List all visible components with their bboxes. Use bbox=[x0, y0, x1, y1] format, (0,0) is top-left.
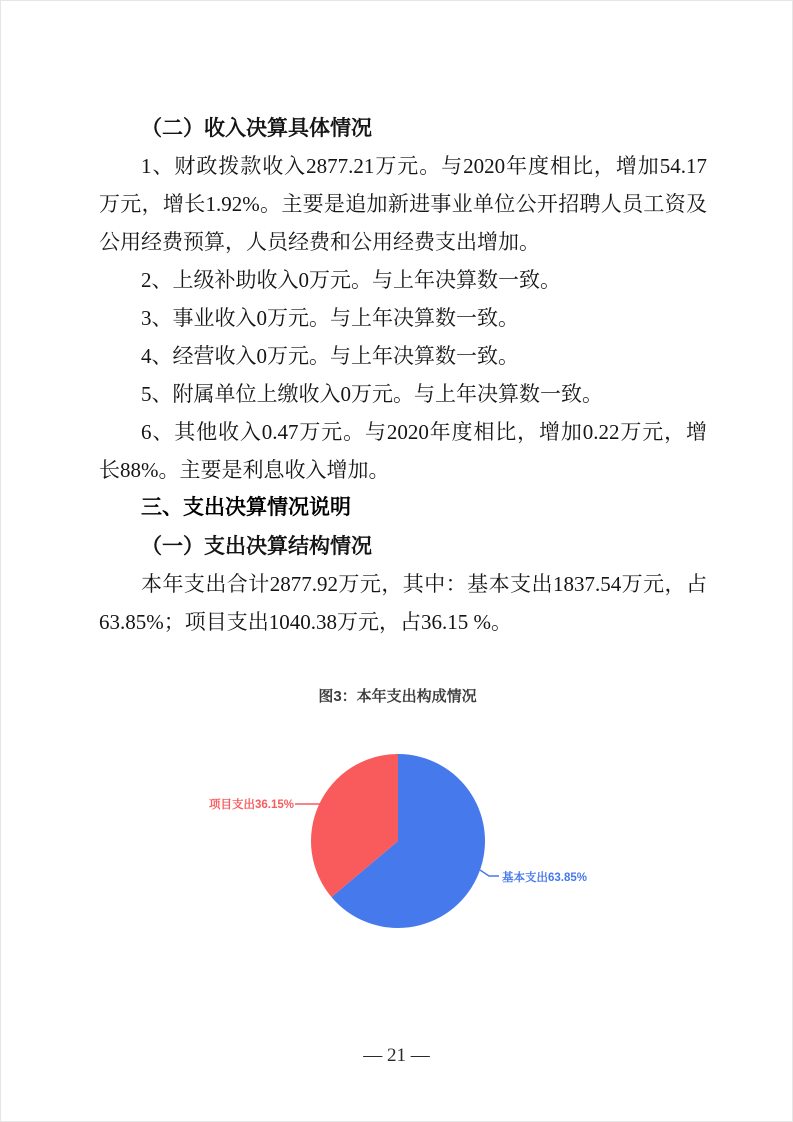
section-heading-expense: 三、支出决算情况说明 bbox=[141, 496, 351, 519]
pie-label-project: 项目支出36.15% bbox=[208, 799, 294, 811]
income-item-operating: 4、经营收入0万元。与上年决算数一致。 bbox=[141, 344, 519, 368]
body-text bbox=[99, 109, 707, 641]
expense-pie-chart bbox=[1, 681, 793, 1001]
section-heading-income: （二）收入决算具体情况 bbox=[141, 116, 372, 140]
income-item-superior-subsidy: 2、上级补助收入0万元。与上年决算数一致。 bbox=[141, 268, 561, 292]
chart-title: 图3：本年支出构成情况 bbox=[318, 688, 477, 705]
leader-line-basic bbox=[480, 870, 499, 876]
pie-chart-canvas bbox=[1, 681, 793, 1001]
income-item-fiscal-appropriation: 1、财政拨款收入2877.21万元。与2020年度相比，增加54.17万元，增长1.92%。主要是追加新进事业单位公开招聘人员工资及公用经费预算，人员经费和公用经费支出增加。 bbox=[99, 154, 707, 254]
pie-label-basic: 基本支出63.85% bbox=[502, 872, 588, 884]
subsection-heading-expense-structure: （一）支出决算结构情况 bbox=[141, 534, 372, 558]
expense-structure-paragraph: 本年支出合计2877.92万元，其中：基本支出1837.54万元，占63.85%；项目支出1040.38万元，占36.15 %。 bbox=[99, 572, 707, 634]
income-item-other: 6、其他收入0.47万元。与2020年度相比，增加0.22万元，增长88%。主要是利息收入增加。 bbox=[99, 420, 707, 482]
income-item-business: 3、事业收入0万元。与上年决算数一致。 bbox=[141, 306, 519, 330]
income-item-affiliated-units: 5、附属单位上缴收入0万元。与上年决算数一致。 bbox=[141, 382, 603, 406]
pie bbox=[311, 754, 485, 928]
page-number: — 21 — bbox=[363, 1045, 430, 1066]
